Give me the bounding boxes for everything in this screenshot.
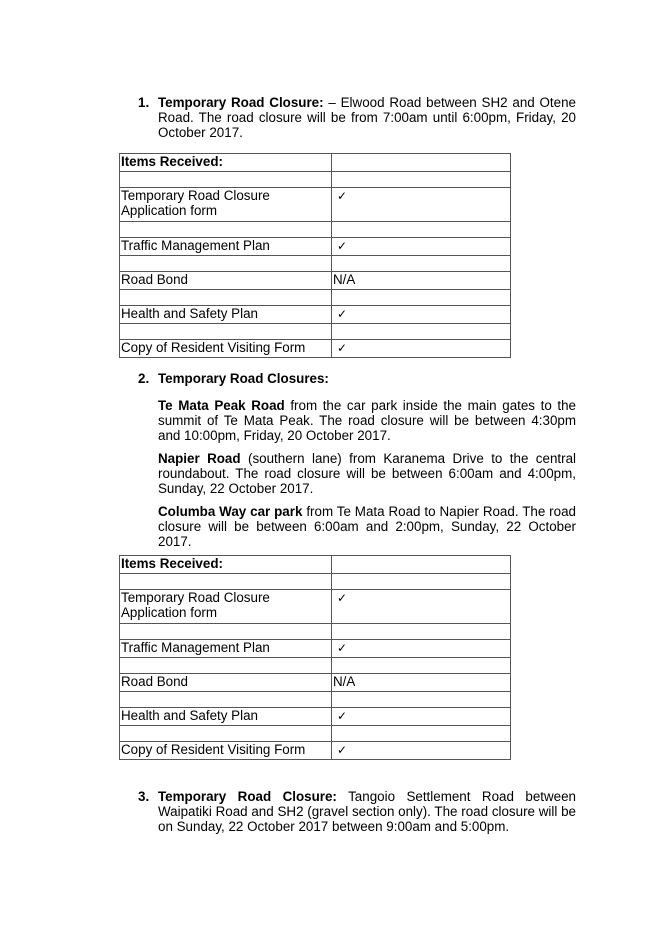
- table-row: [120, 640, 511, 658]
- table-1-row-2-label: Traffic Management Plan: [120, 238, 332, 256]
- table-2-row-3-value: N/A: [332, 674, 511, 692]
- checkmark-icon: ✓: [337, 743, 348, 757]
- items-received-table-1: [119, 153, 511, 358]
- table-row: [120, 272, 511, 290]
- checkmark-icon: ✓: [337, 641, 348, 655]
- item-3-number: 3.: [138, 789, 150, 804]
- item-3-heading: Temporary Road Closure:: [158, 789, 337, 804]
- table-2-header: Items Received:: [120, 556, 332, 574]
- table-row: [120, 340, 511, 358]
- table-row: [120, 306, 511, 324]
- table-row: [120, 742, 511, 760]
- items-received-table-2: [119, 555, 511, 760]
- table-1-row-5-label: Copy of Resident Visiting Form: [120, 340, 332, 358]
- table-1-row-3-label: Road Bond: [120, 272, 332, 290]
- table-2-row-1-label: Temporary Road Closure Application form: [120, 590, 332, 624]
- checkmark-icon: ✓: [337, 709, 348, 723]
- table-2-row-5-label: Copy of Resident Visiting Form: [120, 742, 332, 760]
- item-3-body: [158, 789, 576, 834]
- table-2-row-4-label: Health and Safety Plan: [120, 708, 332, 726]
- table-row: [120, 188, 511, 222]
- table-row: [120, 674, 511, 692]
- table-1-row-1-label: Temporary Road Closure Application form: [120, 188, 332, 222]
- item-1-text: – Elwood Road between SH2 and Otene Road. The road closure will be from 7:00am until 6:00pm, Friday, 20 October 2017.: [158, 95, 576, 140]
- item-1: [138, 95, 576, 140]
- table-2-row-3-label: Road Bond: [120, 674, 332, 692]
- checkmark-icon: ✓: [337, 307, 348, 321]
- table-1-row-4-label: Health and Safety Plan: [120, 306, 332, 324]
- table-2-row-2-label: Traffic Management Plan: [120, 640, 332, 658]
- item-2-heading: Temporary Road Closures:: [158, 371, 329, 386]
- table-row: [120, 708, 511, 726]
- item-2-number: 2.: [138, 371, 150, 386]
- item-1-heading: Temporary Road Closure:: [158, 95, 324, 110]
- table-1-row-3-value: N/A: [332, 272, 511, 290]
- item-2: [138, 371, 576, 386]
- checkmark-icon: ✓: [337, 591, 348, 605]
- item-3-text: Tangoio Settlement Road between Waipatiki Road and SH2 (gravel section only). The road closure will be on Sunday, 22 October 2017 between 9:00am and 5:00pm.: [158, 789, 576, 834]
- checkmark-icon: ✓: [337, 341, 348, 355]
- item-2-paragraph-3: Columba Way car park from Te Mata Road to Napier Road. The road closure will be between 6:00am and 2:00pm, Sunday, 22 October 2017.: [158, 504, 576, 549]
- checkmark-icon: ✓: [337, 189, 348, 203]
- item-1-body: [158, 95, 576, 140]
- item-1-number: 1.: [138, 95, 150, 110]
- table-row: [120, 590, 511, 624]
- item-3: [138, 789, 576, 834]
- table-row: [120, 238, 511, 256]
- checkmark-icon: ✓: [337, 239, 348, 253]
- item-2-paragraph-2: Napier Road (southern lane) from Karanema Drive to the central roundabout. The road closure will be between 6:00am and 4:00pm, Sunday, 22 October 2017.: [158, 451, 576, 496]
- item-2-paragraph-1: Te Mata Peak Road from the car park inside the main gates to the summit of Te Mata Peak. The road closure will be between 4:30pm and 10:00pm, Friday, 20 October 2017.: [158, 398, 576, 443]
- table-1-header: Items Received:: [120, 154, 332, 172]
